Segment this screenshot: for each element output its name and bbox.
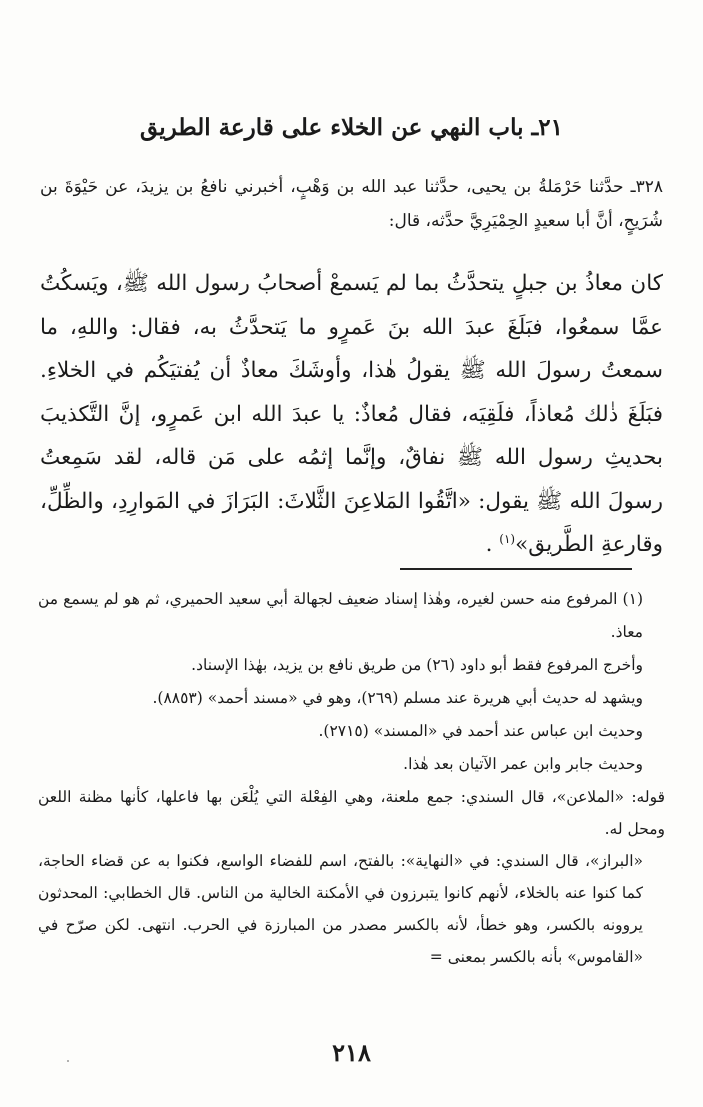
- hadith-isnad: [40, 170, 663, 238]
- scan-speck: [67, 1060, 69, 1062]
- footnote-witness-jabir: وحديث جابر وابن عمر الآتيان بعد هٰذا.: [403, 755, 643, 773]
- hadith-matn: كان معاذُ بن جبلٍ يتحدَّثُ بما لم يَسمعْ أصحابُ رسول الله ﷺ، ويَسكُتُ عمَّا سمعُوا، فبَلَغَ عبدَ الله بنَ عَمرٍو ما يَتحدَّثُ به، فقال: واللهِ، ما سمعتُ رسولَ الله ﷺ يقولُ هٰذا، وأوشَكَ معاذٌ أن يُفتيَكُم في الخلاءِ. فبَلَغَ ذٰلك مُعاذاً، فلَقِيَه، فقال مُعاذٌ: يا عبدَ الله ابن عَمرٍو، إنَّ التَّكذيبَ بحديثِ رسول الله ﷺ نفاقٌ، وإنَّما إثمُه على مَن قاله، لقد سَمِعتُ رسولَ الله ﷺ يقول: «اتَّقُوا المَلاعِنَ الثَّلاثَ: البَرَازَ في المَوارِدِ، والظِّلِّ، وقارعةِ الطَّريق»$^{(١)}$ .: [40, 271, 663, 557]
- footnote-takhrij-abu-dawud: وأخرج المرفوع فقط أبو داود (٢٦) من طريق نافع بن يزيد، بهٰذا الإسناد.: [191, 656, 643, 674]
- footnote-separator: [400, 568, 632, 570]
- matn-text: كان معاذُ بن جبلٍ يتحدَّثُ بما لم يَسمعْ أصحابُ رسول الله ﷺ، ويَسكُتُ عمَّا سمعُوا، فبَلَغَ عبدَ الله بنَ عَمرٍو ما يَتحدَّثُ به، فقال: واللهِ، ما سمعتُ رسولَ الله ﷺ يقولُ هٰذا، وأوشَكَ معاذٌ أن يُفتيَكُم في الخلاءِ. فبَلَغَ ذٰلك مُعاذاً، فلَقِيَه، فقال مُعاذٌ: يا عبدَ الله ابن عَمرٍو، إنَّ التَّكذيبَ بحديثِ رسول الله ﷺ نفاقٌ، وإنَّما إثمُه على مَن قاله، لقد سَمِعتُ رسولَ الله ﷺ يقول: «اتَّقُوا المَلاعِنَ الثَّلاثَ: البَرَازَ في المَوارِدِ، والظِّلِّ، وقارعةِ الطَّريق»: [40, 271, 663, 557]
- isnad-text: ٣٢٨ـ حدَّثنا حَرْمَلةُ بن يحيى، حدَّثنا عبد الله بن وَهْبٍ، أخبرني نافعُ بن يزيدَ، عن حَيْوَةَ بن شُرَيحٍ، أنَّ أبا سعيدٍ الحِمْيَرِيَّ حدَّثه، قال:: [40, 177, 663, 231]
- footnote-grading: (١) المرفوع منه حسن لغيره، وهٰذا إسناد ضعيف لجهالة أبي سعيد الحميري، ثم هو لم يسمع من معاذ.: [38, 590, 643, 641]
- footnote-baraz-note: «البراز»، قال السندي: في «النهاية»: بالفتح، اسم للفضاء الواسع، فكنوا به عن قضاء الحاجة، كما كنوا عنه بالخلاء، لأنهم كانوا يتبرزون في الأمكنة الخالية من الناس. قال الخطابي: المحدثون يروونه بالكسر، وهو خطأ، لأنه بالكسر مصدر من المبارزة في الحرب. انتهى. لكن صرّح في «القاموس» بأنه بالكسر بمعنى =: [38, 852, 643, 966]
- footnotes-section: [38, 583, 665, 973]
- footnote-reference[interactable]: (١): [499, 531, 516, 546]
- footnote-witness-ibn-abbas: وحديث ابن عباس عند أحمد في «المسند» (٢٧١٥).: [318, 722, 643, 740]
- chapter-title: ٢١ـ باب النهي عن الخلاء على قارعة الطريق: [140, 114, 563, 141]
- footnote-mala-in-note: قوله: «الملاعن»، قال السندي: جمع ملعنة، وهي الفِعْلة التي يُلْعَن بها فاعلها، كأنها مظنة اللعن ومحل له.: [38, 788, 665, 838]
- page-number: ٢١٨: [332, 1038, 371, 1067]
- footnote-witness-abu-hurayra: ويشهد له حديث أبي هريرة عند مسلم (٢٦٩)، وهو في «مسند أحمد» (٨٨٥٣).: [152, 689, 643, 707]
